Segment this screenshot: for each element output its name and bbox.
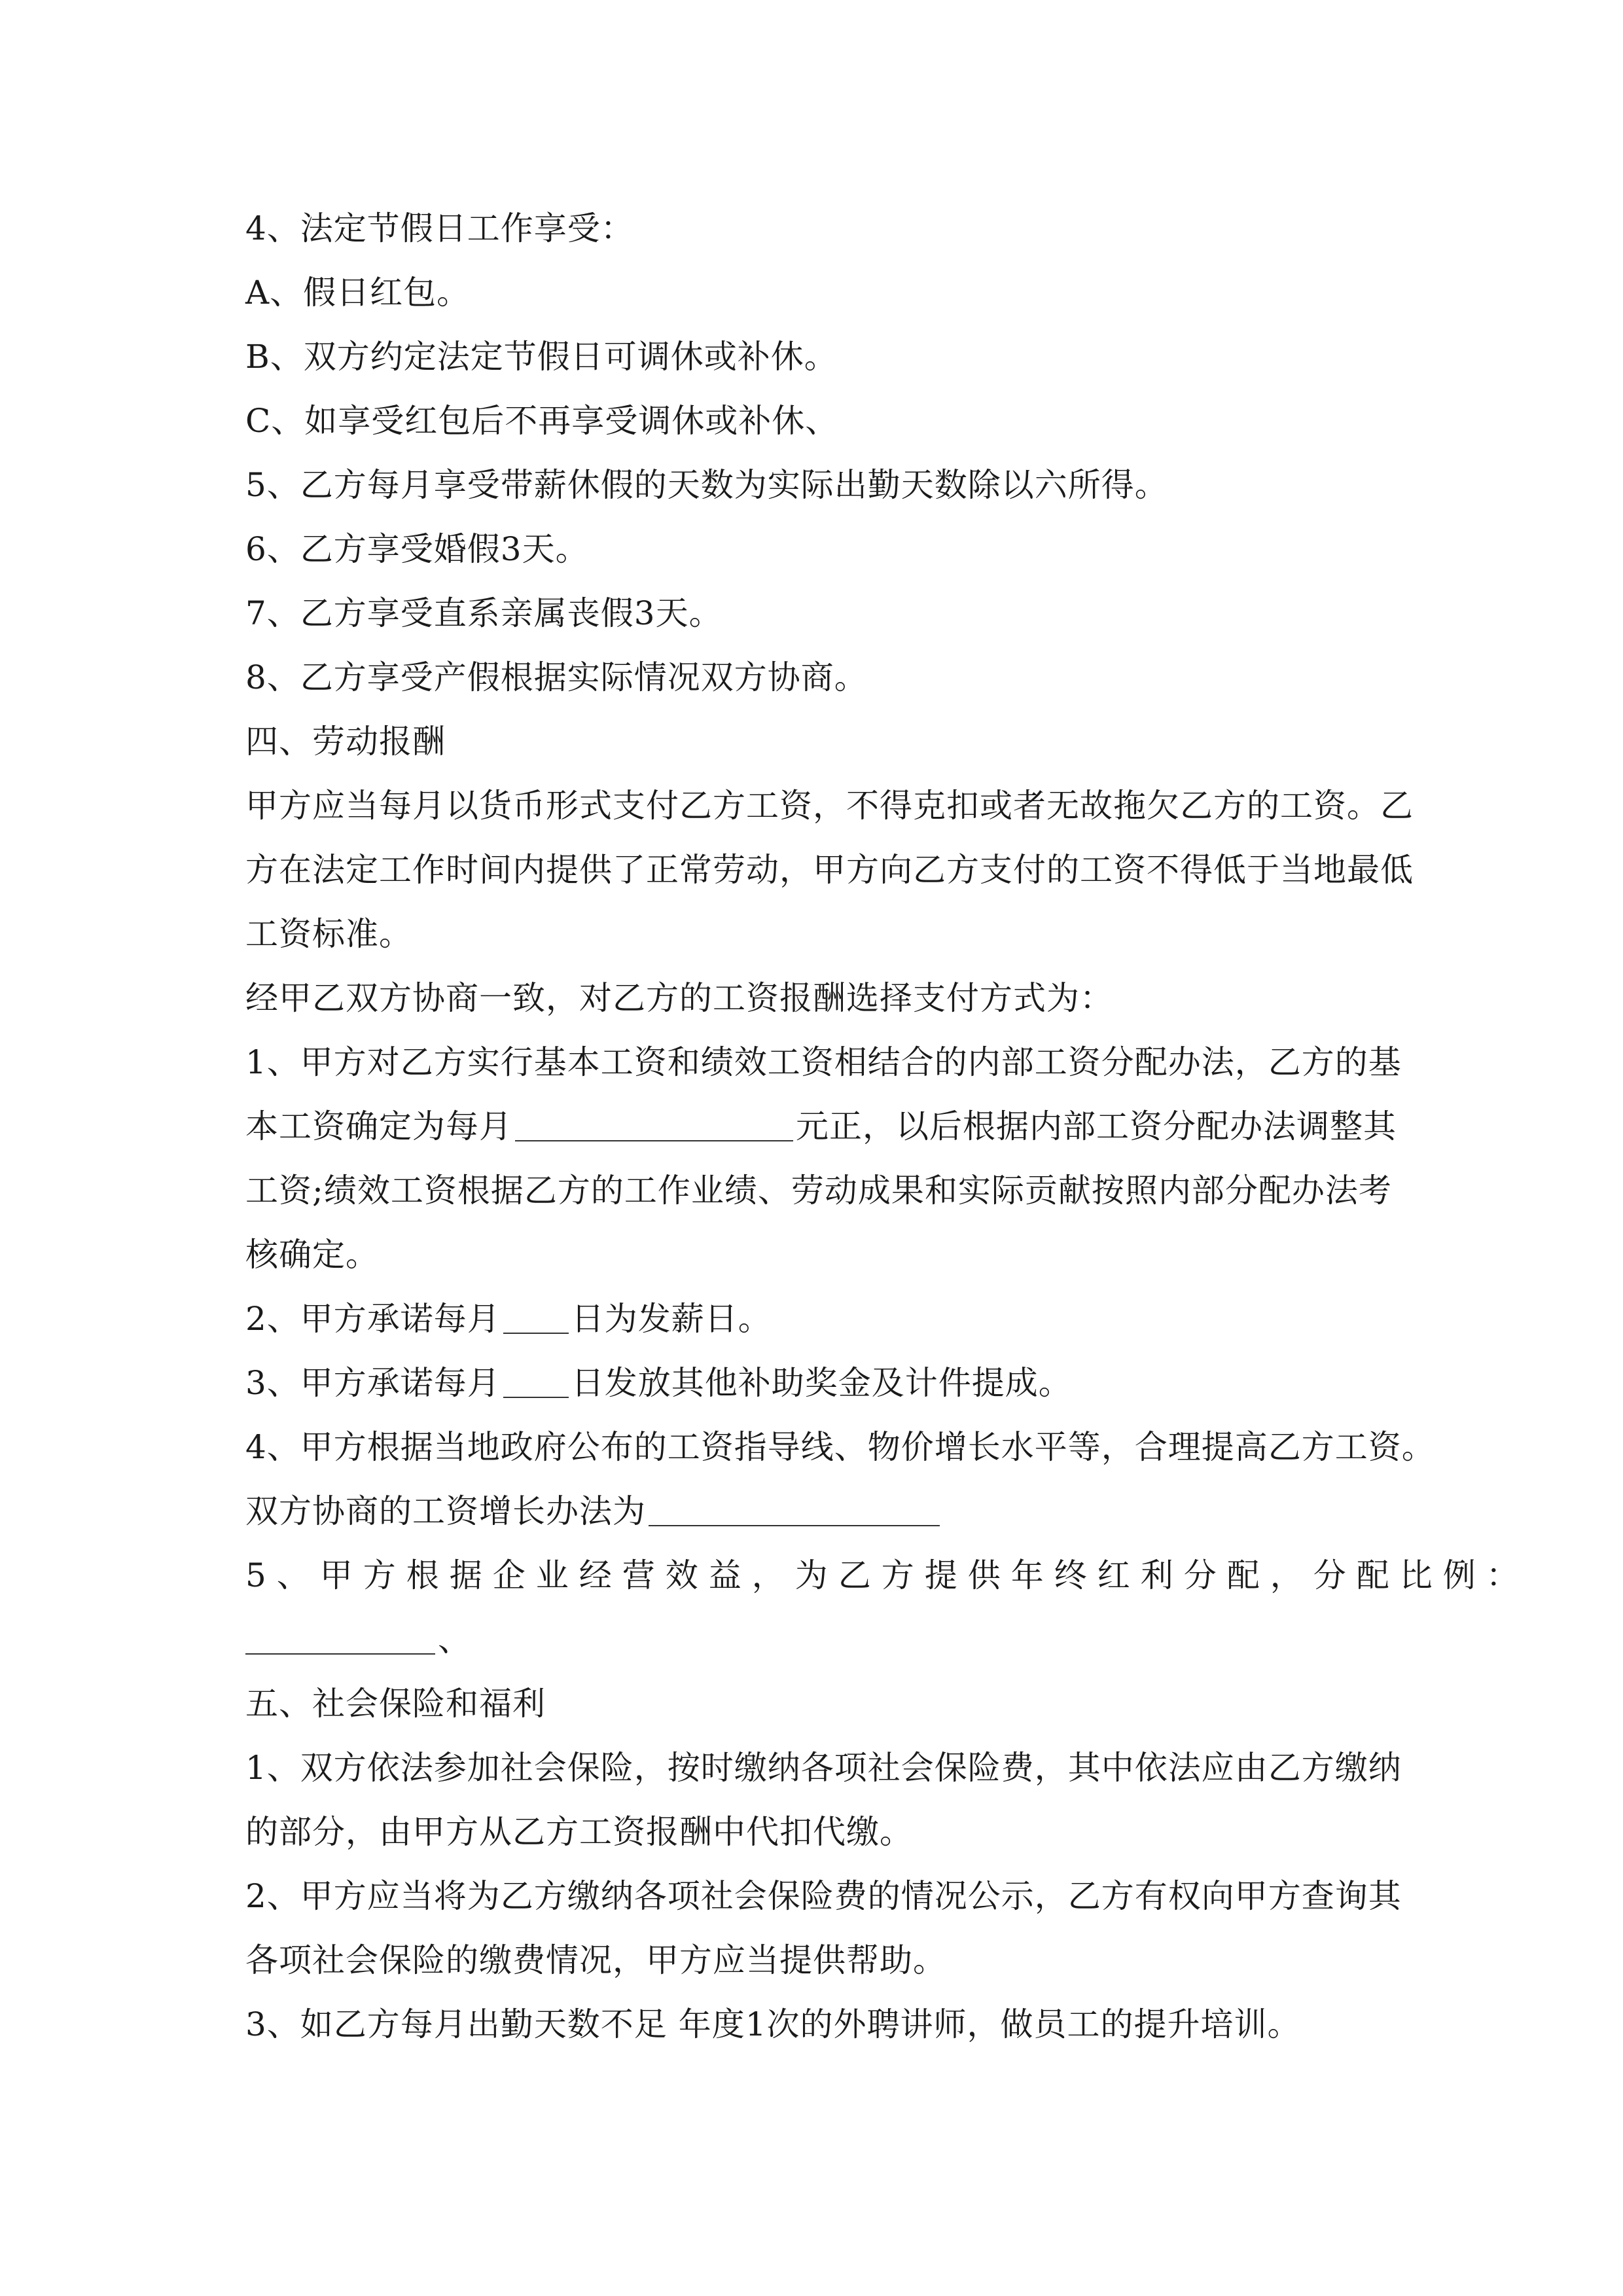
clause-paid-leave: 5、乙方每月享受带薪休假的天数为实际出勤天数除以六所得。	[245, 466, 1168, 504]
bonus-ratio-blank[interactable]	[245, 1617, 435, 1655]
clause-bonus-day	[245, 1351, 1397, 1415]
paragraph-line: 经甲乙双方协商一致，对乙方的工资报酬选择支付方式为：	[245, 979, 1113, 1017]
payday-blank[interactable]	[503, 1296, 569, 1334]
salary-text-before: 本工资确定为每月	[245, 1107, 512, 1145]
paragraph-line: 各项社会保险的缴费情况，甲方应当提供帮助。	[245, 1941, 946, 1979]
bonus-day-text-before: 3、甲方承诺每月	[245, 1364, 501, 1402]
paragraph-line: 核确定。	[245, 1236, 379, 1274]
clause-payday	[245, 1287, 1397, 1351]
clause-base-salary-amount	[245, 1094, 1397, 1158]
bonus-day-text-after: 日发放其他补助奖金及计件提成。	[571, 1364, 1072, 1402]
clause-holiday-b: B、双方约定法定节假日可调休或补休。	[245, 338, 838, 376]
clause-bereavement-leave: 7、乙方享受直系亲属丧假3天。	[245, 594, 722, 632]
clause-maternity-leave: 8、乙方享受产假根据实际情况双方协商。	[245, 658, 868, 696]
payday-text-before: 2、甲方承诺每月	[245, 1300, 501, 1338]
clause-insurance-disclosure: 2、甲方应当将为乙方缴纳各项社会保险费的情况公示，乙方有权向甲方查询其	[245, 1877, 1402, 1915]
bonus-ratio-text-after: 、	[438, 1621, 471, 1659]
growth-text-before: 双方协商的工资增长办法为	[245, 1492, 646, 1530]
salary-amount-blank[interactable]	[515, 1103, 793, 1141]
clause-marriage-leave: 6、乙方享受婚假3天。	[245, 530, 589, 568]
paragraph-line: 方在法定工作时间内提供了正常劳动，甲方向乙方支付的工资不得低于当地最低	[245, 851, 1414, 889]
salary-text-after: 元正，以后根据内部工资分配办法调整其	[796, 1107, 1397, 1145]
section-heading-remuneration: 四、劳动报酬	[245, 723, 446, 761]
clause-salary-increase: 4、甲方根据当地政府公布的工资指导线、物价增长水平等，合理提高乙方工资。	[245, 1428, 1435, 1466]
clause-bonus-ratio	[245, 1607, 1397, 1672]
clause-attendance-training: 3、如乙方每月出勤天数不足 年度1次的外聘讲师，做员工的提升培训。	[245, 2005, 1301, 2043]
document-body	[245, 196, 1529, 2056]
bonus-day-blank[interactable]	[503, 1360, 569, 1398]
paragraph-line: 的部分，由甲方从乙方工资报酬中代扣代缴。	[245, 1813, 913, 1851]
payday-text-after: 日为发薪日。	[571, 1300, 772, 1338]
clause-year-end-bonus: 5、甲方根据企业经营效益，为乙方提供年终红利分配，分配比例：	[245, 1556, 1529, 1594]
growth-method-blank[interactable]	[649, 1488, 940, 1526]
clause-social-insurance: 1、双方依法参加社会保险，按时缴纳各项社会保险费，其中依法应由乙方缴纳	[245, 1749, 1402, 1787]
clause-salary-growth-method	[245, 1479, 1397, 1543]
paragraph-line: 甲方应当每月以货币形式支付乙方工资，不得克扣或者无故拖欠乙方的工资。乙	[245, 787, 1414, 825]
clause-holiday-a: A、假日红包。	[245, 274, 471, 312]
clause-base-salary: 1、甲方对乙方实行基本工资和绩效工资相结合的内部工资分配办法，乙方的基	[245, 1043, 1402, 1081]
paragraph-line: 工资;绩效工资根据乙方的工作业绩、劳动成果和实际贡献按照内部分配办法考	[245, 1172, 1392, 1210]
paragraph-line: 工资标准。	[245, 915, 412, 953]
section-heading-social-insurance: 五、社会保险和福利	[245, 1685, 546, 1723]
clause-holiday-work: 4、法定节假日工作享受：	[245, 209, 634, 247]
clause-holiday-c: C、如享受红包后不再享受调休或补休、	[245, 402, 839, 440]
